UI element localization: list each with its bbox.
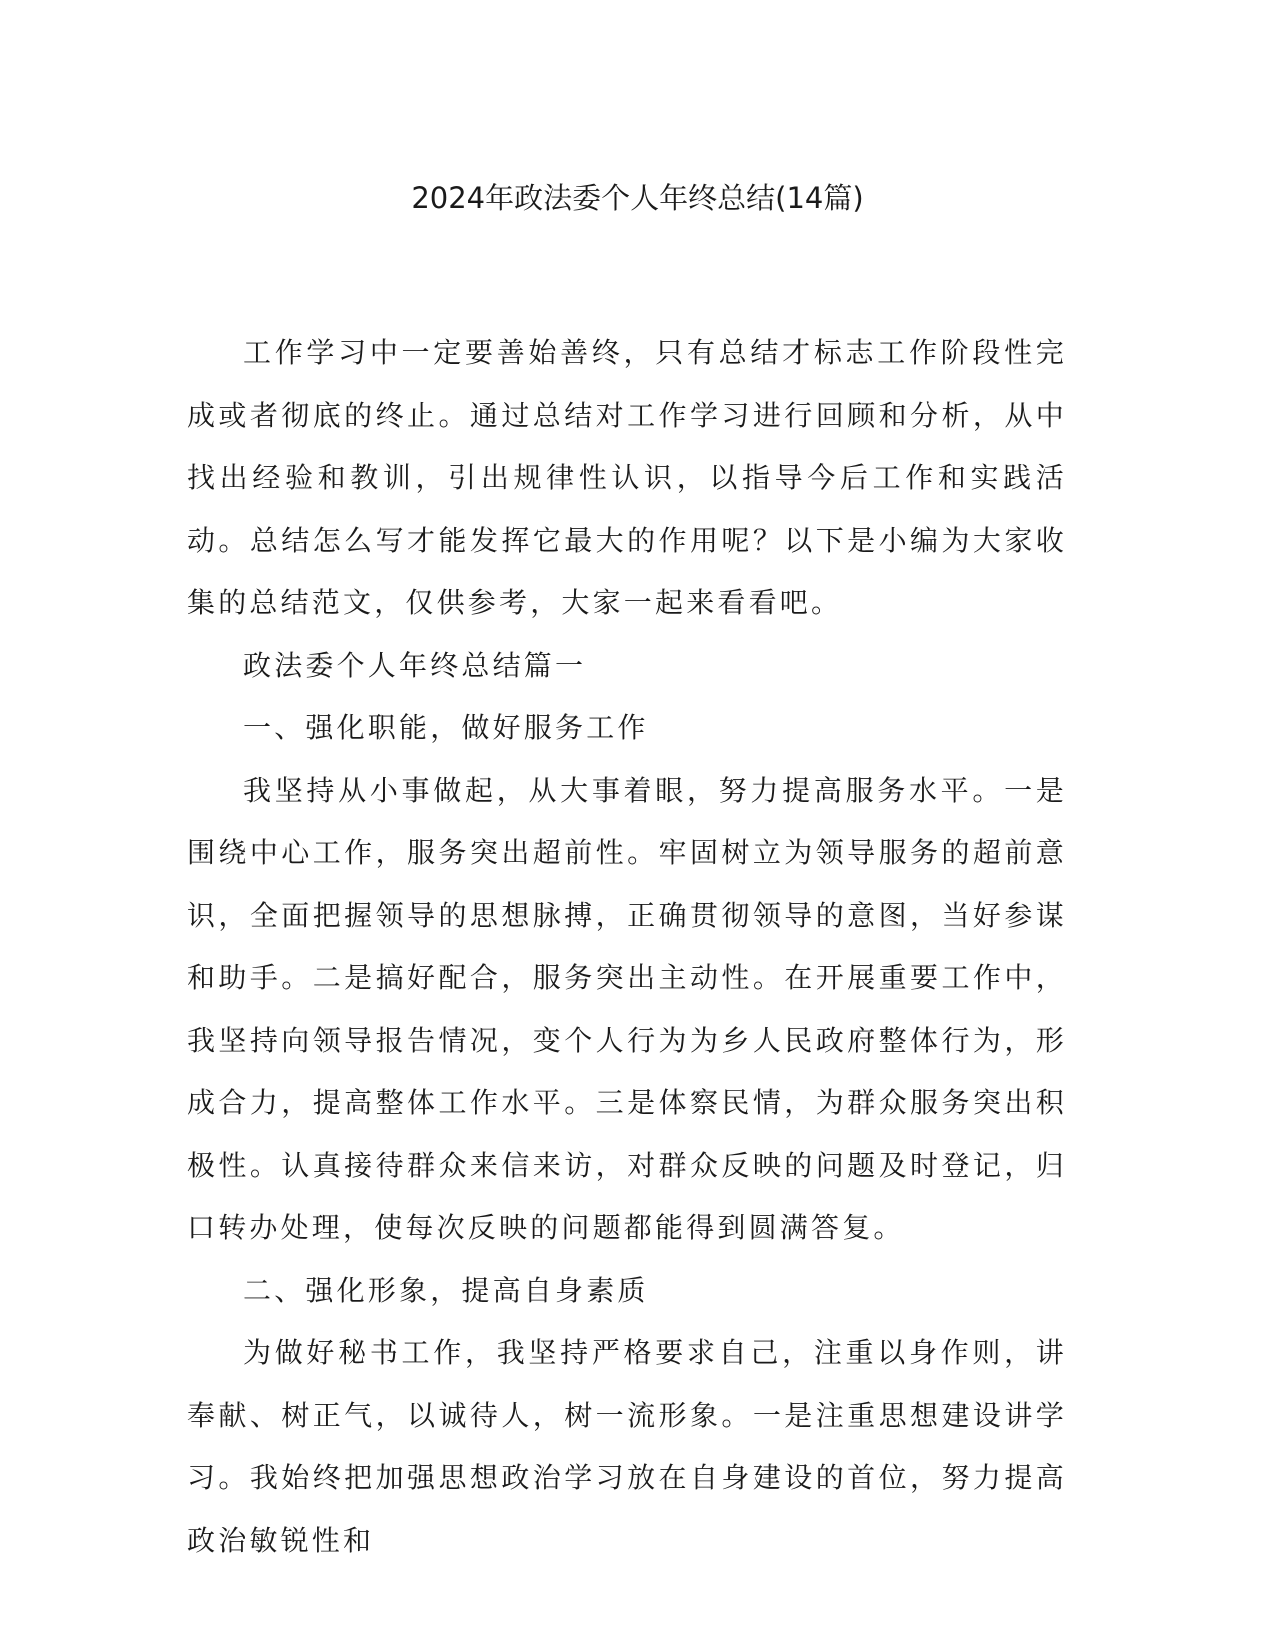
subsection-heading: 一、强化职能，做好服务工作 — [243, 711, 649, 744]
body-paragraph: 我坚持从小事做起，从大事着眼，努力提高服务水平。一是围绕中心工作，服务突出超前性。牢固树立为领导服务的超前意识，全面把握领导的思想脉搏，正确贯彻领导的意图，当好参谋和助手。二是搞好配合，服务突出主动性。在开展重要工作中，我坚持向领导报告情况，变个人行为为乡人民政府整体行为，形成合力，提高整体工作水平。三是体察民情，为群众服务突出积极性。认真接待群众来信来访，对群众反映的问题及时登记，归口转办处理，使每次反映的问题都能得到圆满答复。 — [187, 773, 1067, 1244]
document-title: 2024年政法委个人年终总结(14篇) — [411, 181, 864, 215]
body-paragraph: 为做好秘书工作，我坚持严格要求自己，注重以身作则，讲奉献、树正气，以诚待人，树一流形象。一是注重思想建设讲学习。我始终把加强思想政治学习放在自身建设的首位，努力提高政治敏锐性和 — [187, 1336, 1067, 1557]
subsection-heading: 二、强化形象，提高自身素质 — [243, 1273, 649, 1307]
document-body — [187, 322, 1067, 1572]
intro-paragraph: 工作学习中一定要善始善终，只有总结才标志工作阶段性完成或者彻底的终止。通过总结对工作学习进行回顾和分析，从中找出经验和教训，引出规律性认识，以指导今后工作和实践活动。总结怎么写才能发挥它最大的作用呢？以下是小编为大家收集的总结范文，仅供参考，大家一起来看看吧。 — [187, 336, 1067, 619]
section-heading: 政法委个人年终总结篇一 — [243, 648, 587, 682]
